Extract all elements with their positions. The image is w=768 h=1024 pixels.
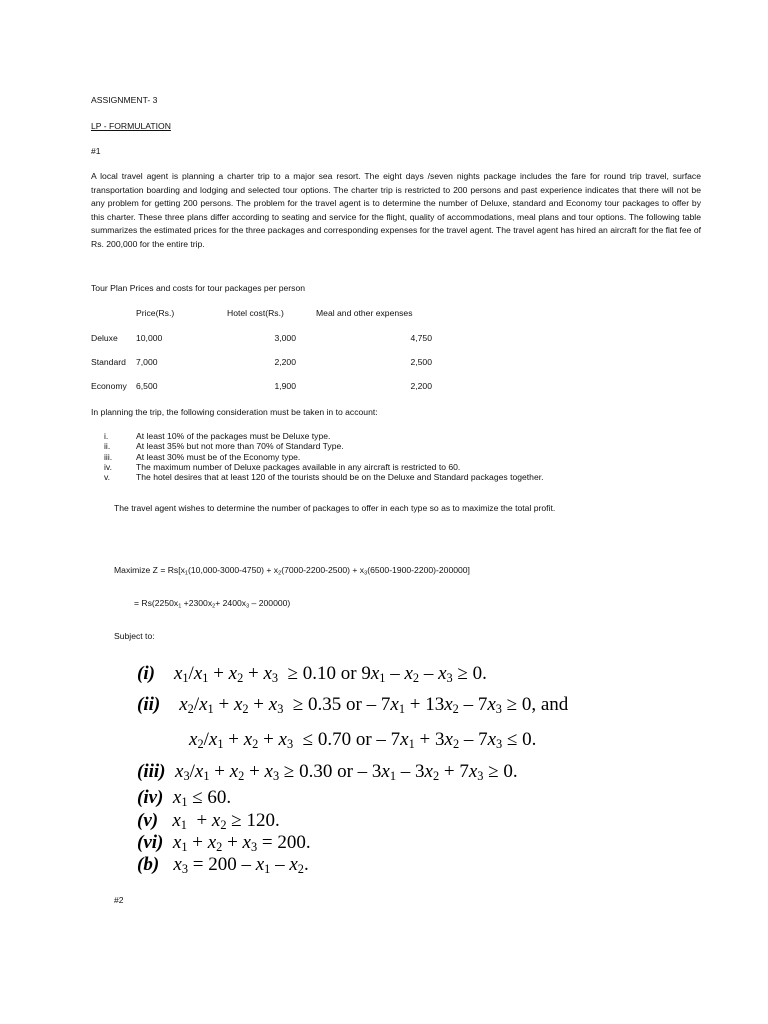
row-deluxe-name: Deluxe xyxy=(91,333,118,343)
list-number: iv. xyxy=(104,461,112,472)
row-economy-meal: 2,200 xyxy=(410,381,432,391)
list-text: At least 10% of the packages must be Deluxe type. xyxy=(136,431,331,441)
row-standard-name: Standard xyxy=(91,357,126,367)
constraint-i: (i) $x_1/x_1 + x_2 + x_3 \ge 0.10$ or $9x_1 - x_2 - x_3 \ge 0$. xyxy=(137,663,487,686)
constraint-ii-a: (ii) $x_2/x_1 + x_2 + x_3 \ge 0.35$ or – $7x_1 + 13x_2 - 7x_3 \ge 0$, and xyxy=(137,694,569,717)
row-deluxe-meal: 4,750 xyxy=(410,333,432,343)
list-number: iii. xyxy=(104,451,113,462)
constraint-iv: (iv) $x_1 \le 60$. xyxy=(137,787,232,810)
row-standard-hotel: 2,200 xyxy=(274,357,296,367)
constraint-ii-b: $x_2/x_1 + x_2 + x_3 \le 0.70$ or – $7x_1 + 3x_2 - 7x_3 \le 0$. xyxy=(189,729,537,752)
list-text: The hotel desires that at least 120 of the tourists should be on the Deluxe and Standard packages together. xyxy=(136,472,544,483)
constraint-b: (b) $x_3 = 200 - x_1 - x_2$. xyxy=(137,854,309,877)
list-text: At least 30% must be of the Economy type. xyxy=(136,451,301,462)
list-number: i. xyxy=(104,431,109,441)
list-number: ii. xyxy=(104,441,111,452)
table-title: Tour Plan Prices and costs for tour packages per person xyxy=(91,283,305,293)
header-meal: Meal and other expenses xyxy=(316,308,413,318)
list-number: v. xyxy=(104,472,111,483)
row-deluxe-price: 10,000 xyxy=(136,333,163,343)
subject-to-label: Subject to: xyxy=(114,631,155,641)
problem-number: #1 xyxy=(91,146,101,156)
constraint-v: (v) $x_1 + x_2 \ge 120$. xyxy=(137,810,280,833)
constraint-vi: (vi) $x_1 + x_2 + x_3 = 200$. xyxy=(137,832,311,855)
row-deluxe-hotel: 3,000 xyxy=(274,333,296,343)
consideration-intro: In planning the trip, the following consideration must be taken in to account: xyxy=(91,407,378,417)
next-problem-number: #2 xyxy=(114,895,124,905)
constraint-iii: (iii) $x_3/x_1 + x_2 + x_3 \ge 0.30$ or – $3x_1 - 3x_2 + 7x_3 \ge 0$. xyxy=(137,761,518,784)
list-text: At least 35% but not more than 70% of Standard Type. xyxy=(136,441,344,452)
header-hotel: Hotel cost(Rs.) xyxy=(227,308,284,318)
header-price: Price(Rs.) xyxy=(136,308,175,318)
maximize-simplified: = $Rs(2250x_1 +2300x_2+ 2400x_3 - 200000)$ xyxy=(134,598,291,610)
row-economy-name: Economy xyxy=(91,381,127,391)
row-economy-price: 6,500 xyxy=(136,381,158,391)
section-title: LP - FORMULATION xyxy=(91,121,171,131)
row-economy-hotel: 1,900 xyxy=(274,381,296,391)
row-standard-meal: 2,500 xyxy=(410,357,432,367)
objective-statement: The travel agent wishes to determine the number of packages to offer in each type so as to maximize the total profit. xyxy=(114,503,556,513)
list-text: The maximum number of Deluxe packages available in any aircraft is restricted to 60. xyxy=(136,461,461,472)
row-standard-price: 7,000 xyxy=(136,357,158,367)
assignment-title: ASSIGNMENT- 3 xyxy=(91,95,158,105)
maximize-expression: Maximize $Z = Rs[x_1(10,000-3000-4750) + x_2(7000-2200-2500) + x_3(6500-1900-2200)-200000]$ xyxy=(114,565,470,577)
problem-text: A local travel agent is planning a charter trip to a major sea resort. The eight days /seven nights package includes the fare for round trip travel, surface transportation boarding and lodging and selected tour options. The charter trip is restricted to 200 persons and past experience indicates that there will not be any problem for getting 200 persons. The problem for the travel agent is to determine the number of Deluxe, standard and Economy tour packages to offer by this charter. These three plans differ according to seating and service for the flight, quality of accommodations, meal plans and tour options. The following table summarizes the estimated prices for the three packages and corresponding expenses for the travel agent. The travel agent has hired an aircraft for the flat fee of Rs. 200,000 for the entire trip. xyxy=(91,171,701,249)
